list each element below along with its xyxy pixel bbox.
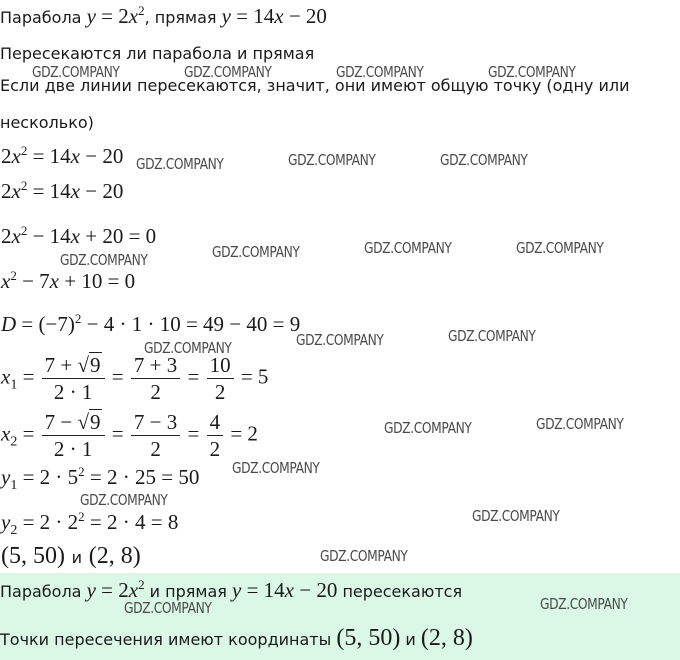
y1-line: $y_1 = 2 \cdot 5^2 = 2 \cdot 25 = 50$: [1, 464, 200, 494]
conclusion-line-2: [0, 625, 473, 651]
watermark: GDZ.COMPANY: [232, 459, 320, 477]
x1-frac-2: $\frac{7 + 3}{2}$: [131, 352, 180, 405]
explanation-line-1: Если две линии пересекаются, значит, они имеют общую точку (одну или: [0, 76, 630, 95]
conclusion-coords-text: Точки пересечения имеют координаты: [0, 630, 332, 649]
conclusion-point-1: (5, 50): [336, 625, 401, 651]
watermark: GDZ.COMPANY: [336, 63, 424, 81]
watermark: GDZ.COMPANY: [320, 547, 408, 565]
watermark: GDZ.COMPANY: [296, 331, 384, 349]
watermark: GDZ.COMPANY: [124, 599, 212, 617]
points-line: (5, 50) и (2, 8): [1, 543, 141, 569]
watermark: GDZ.COMPANY: [288, 151, 376, 169]
watermark: GDZ.COMPANY: [448, 327, 536, 345]
conclusion-parabola-eq: $y = 2x^2$: [86, 577, 145, 602]
watermark: GDZ.COMPANY: [540, 595, 628, 613]
watermark: GDZ.COMPANY: [144, 339, 232, 357]
x1-frac-3: $\frac{10}{2}$: [207, 352, 234, 405]
conclusion-parabola-word: Парабола: [0, 582, 82, 601]
x2-frac-3: $\frac{4}{2}$: [207, 409, 224, 462]
x2-line: $x_2$ = $\frac{7 - √9}{2 \cdot 1}$ = $\frac{7 - 3}{2}$ = $\frac{4}{2}$ = 2: [1, 410, 258, 461]
conclusion-line-1: [0, 577, 463, 602]
watermark: GDZ.COMPANY: [516, 239, 604, 257]
conclusion-mid: и прямая: [149, 582, 227, 601]
line-equation: y = 14x − 20: [221, 4, 327, 28]
x1-line: $x_1$ = $\frac{7 + √9}{2 \cdot 1}$ = $\frac{7 + 3}{2}$ = $\frac{10}{2}$ = 5: [1, 353, 269, 404]
conclusion-point-2: (2, 8): [420, 625, 473, 651]
conclusion-end: пересекаются: [342, 582, 463, 601]
parabola-equation: $y = 2x^2$: [86, 3, 145, 28]
watermark: GDZ.COMPANY: [32, 63, 120, 81]
x2-frac-2: $\frac{7 - 3}{2}$: [131, 409, 180, 462]
watermark: GDZ.COMPANY: [80, 491, 168, 509]
watermark: GDZ.COMPANY: [440, 151, 528, 169]
conclusion-and-word: и: [405, 630, 416, 649]
equation-2: $2x^2 = 14x - 20$: [1, 178, 124, 203]
equation-4: $x^2 - 7x + 10 = 0$: [1, 268, 136, 293]
conclusion-line-eq: y = 14x − 20: [232, 578, 338, 602]
equation-3: $2x^2 - 14x + 20 = 0$: [1, 223, 157, 248]
x2-frac-1: $\frac{7 - √9}{2 \cdot 1}$: [42, 409, 105, 462]
watermark: GDZ.COMPANY: [536, 415, 624, 433]
explanation-line-2: несколько): [0, 113, 94, 132]
watermark: GDZ.COMPANY: [384, 419, 472, 437]
x1-frac-1: $\frac{7 + √9}{2 \cdot 1}$: [42, 352, 105, 405]
watermark: GDZ.COMPANY: [60, 251, 148, 269]
problem-statement: [0, 3, 327, 28]
watermark: GDZ.COMPANY: [184, 63, 272, 81]
watermark: GDZ.COMPANY: [488, 63, 576, 81]
line-word: , прямая: [144, 8, 217, 27]
points-and-word: и: [71, 548, 83, 567]
parabola-word: Парабола: [0, 8, 82, 27]
question-text: Пересекаются ли парабола и прямая: [0, 44, 315, 63]
watermark: GDZ.COMPANY: [472, 507, 560, 525]
equation-1: $2x^2 = 14x - 20$: [1, 143, 124, 168]
y2-line: $y_2 = 2 \cdot 2^2 = 2 \cdot 4 = 8$: [1, 509, 179, 539]
discriminant-line: $D = (-7)^2 - 4 \cdot 1 \cdot 10 = 49 - 40 = 9$: [1, 311, 301, 336]
watermark: GDZ.COMPANY: [364, 239, 452, 257]
watermark: GDZ.COMPANY: [212, 243, 300, 261]
watermark: GDZ.COMPANY: [136, 155, 224, 173]
